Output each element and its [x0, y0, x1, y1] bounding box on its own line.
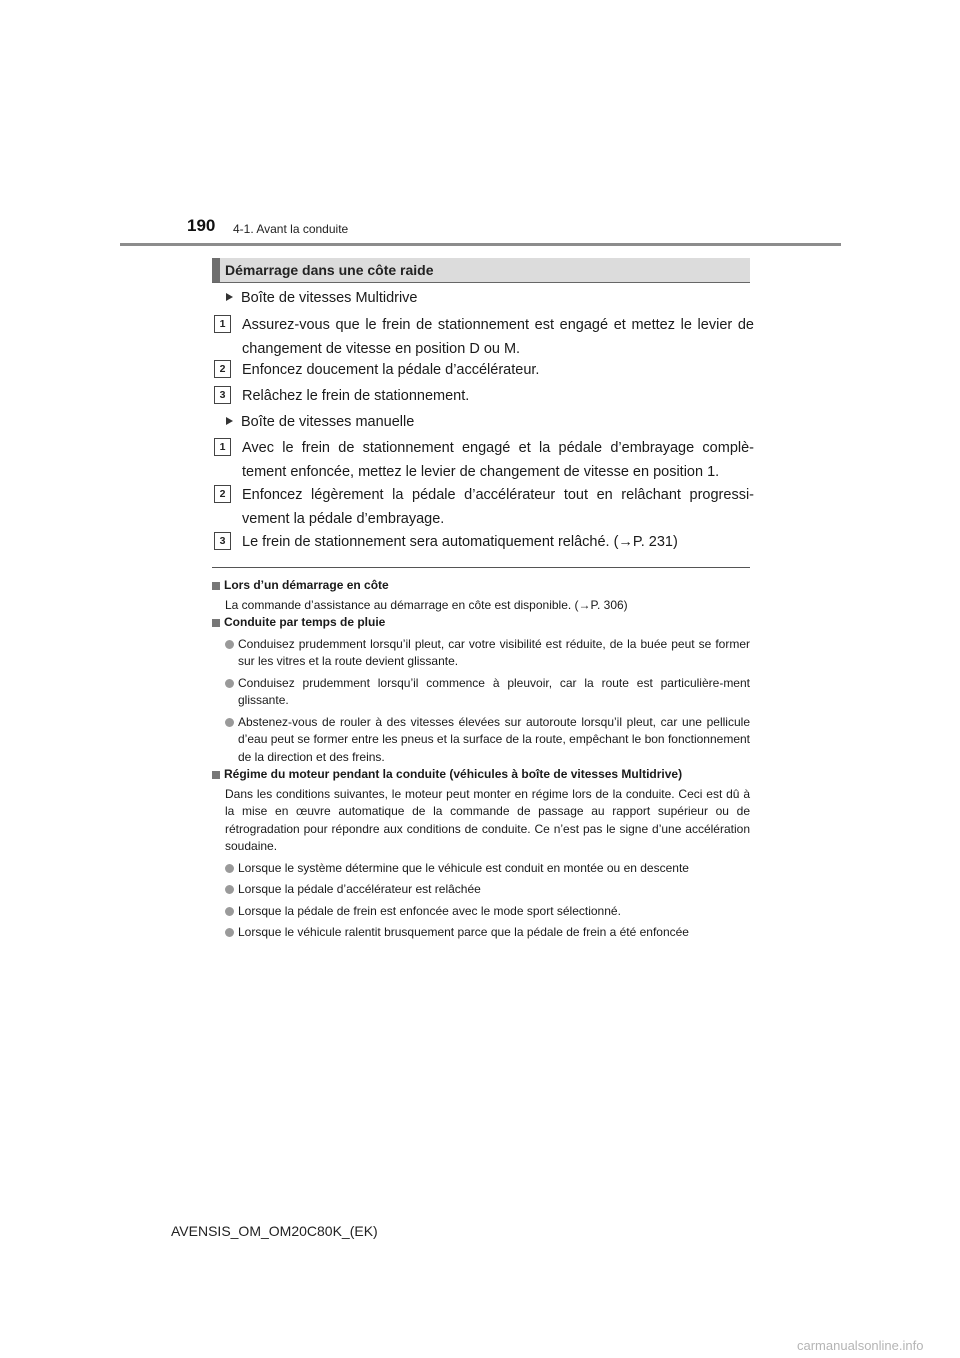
note-bullet — [212, 924, 750, 942]
note-body: La commande d’assistance au démarrage en côte est disponible. (→P. 306) — [225, 597, 628, 612]
watermark: carmanualsonline.info — [797, 1338, 924, 1353]
note-rain-driving — [212, 614, 750, 766]
box-heading — [212, 258, 750, 283]
circle-bullet-icon — [225, 718, 234, 727]
step-number-badge: 2 — [214, 360, 231, 378]
bullet-text: Lorsque le système détermine que le véhicule est conduit en montée ou en descente — [238, 860, 689, 875]
multidrive-step-1 — [214, 313, 754, 361]
note-heading — [212, 577, 750, 595]
step-text: Relâchez le frein de stationnement. — [242, 388, 470, 404]
bullet-text: Conduisez prudemment lorsqu’il pleut, car votre visibilité est réduite, de la buée peut se former sur les vitres et la route devient glissante. — [238, 636, 750, 668]
manual-step-1 — [214, 436, 754, 484]
multidrive-step-3 — [214, 384, 754, 408]
circle-bullet-icon — [225, 885, 234, 894]
step-number-badge: 1 — [214, 438, 231, 456]
subheading-multidrive — [226, 290, 418, 306]
step-text: Le frein de stationnement sera automatiquement relâché. (→P. 231) — [242, 534, 678, 550]
note-bullet — [212, 903, 750, 921]
note-bullet — [212, 675, 750, 710]
bullet-text: Conduisez prudemment lorsqu’il commence à pleuvoir, car la route est particulière-ment glissante. — [238, 675, 750, 707]
subheading-manual-label: Boîte de vitesses manuelle — [241, 414, 415, 430]
triangle-bullet-icon — [226, 293, 233, 301]
header-rule — [120, 243, 841, 246]
circle-bullet-icon — [225, 928, 234, 937]
step-number-badge: 1 — [214, 315, 231, 333]
step-text: Enfoncez doucement la pédale d’accélérateur. — [242, 362, 540, 378]
note-bullet — [212, 714, 750, 767]
bullet-text: Abstenez-vous de rouler à des vitesses élevées sur autoroute lorsqu’il pleut, car une pellicule d’eau peut se former entre les pneus et la surface de la route, empêchant le bon fonctionnement de la direction et des freins. — [238, 714, 750, 764]
note-heading — [212, 766, 750, 784]
step-text: Avec le frein de stationnement engagé et la pédale d’embrayage complè-tement enfoncée, mettez le levier de changement de vitesse en position 1. — [242, 440, 754, 480]
bullet-text: Lorsque la pédale de frein est enfoncée avec le mode sport sélectionné. — [238, 903, 621, 918]
box-heading-title: Démarrage dans une côte raide — [225, 262, 434, 278]
square-bullet-icon — [212, 619, 220, 627]
note-body: Dans les conditions suivantes, le moteur peut monter en régime lors de la conduite. Ceci est dû à la mise en œuvre automatique de la commande de passage au rapport supérieur ou de rétrogradation pour répondre aux conditions de conduite. Ce n’est pas le signe d’une accélération soudaine. — [225, 786, 750, 853]
note-heading-text: Lors d’un démarrage en côte — [224, 578, 389, 592]
note-heading — [212, 614, 750, 632]
note-heading-text: Régime du moteur pendant la conduite (véhicules à boîte de vitesses Multidrive) — [224, 767, 683, 781]
note-bullet — [212, 860, 750, 878]
note-hill-start — [212, 577, 750, 614]
notes-section — [212, 577, 750, 942]
section-divider — [212, 567, 750, 568]
note-heading-text: Conduite par temps de pluie — [224, 615, 386, 629]
heading-accent-bar — [212, 258, 220, 282]
section-title: 4-1. Avant la conduite — [233, 222, 349, 236]
note-bullet — [212, 881, 750, 899]
circle-bullet-icon — [225, 640, 234, 649]
step-text: Assurez-vous que le frein de stationnement est engagé et mettez le levier de changement de vitesse en position D ou M. — [242, 317, 754, 357]
page-number: 190 — [187, 216, 216, 235]
circle-bullet-icon — [225, 907, 234, 916]
subheading-multidrive-label: Boîte de vitesses Multidrive — [241, 290, 418, 306]
note-bullet — [212, 636, 750, 671]
triangle-bullet-icon — [226, 417, 233, 425]
document-code: AVENSIS_OM_OM20C80K_(EK) — [171, 1223, 378, 1239]
circle-bullet-icon — [225, 864, 234, 873]
bullet-text: Lorsque la pédale d’accélérateur est relâchée — [238, 882, 481, 896]
manual-step-3 — [214, 530, 754, 554]
subheading-manual — [226, 414, 414, 430]
page-header — [0, 0, 960, 250]
step-number-badge: 2 — [214, 485, 231, 503]
circle-bullet-icon — [225, 679, 234, 688]
square-bullet-icon — [212, 771, 220, 779]
step-text: Enfoncez légèrement la pédale d’accélérateur tout en relâchant progressi-vement la pédale d’embrayage. — [242, 487, 754, 527]
manual-step-2 — [214, 483, 754, 531]
bullet-text: Lorsque le véhicule ralentit brusquement parce que la pédale de frein a été enfoncée — [238, 925, 689, 939]
square-bullet-icon — [212, 582, 220, 590]
multidrive-step-2 — [214, 358, 754, 382]
note-engine-rpm — [212, 766, 750, 942]
step-number-badge: 3 — [214, 386, 231, 404]
step-number-badge: 3 — [214, 532, 231, 550]
